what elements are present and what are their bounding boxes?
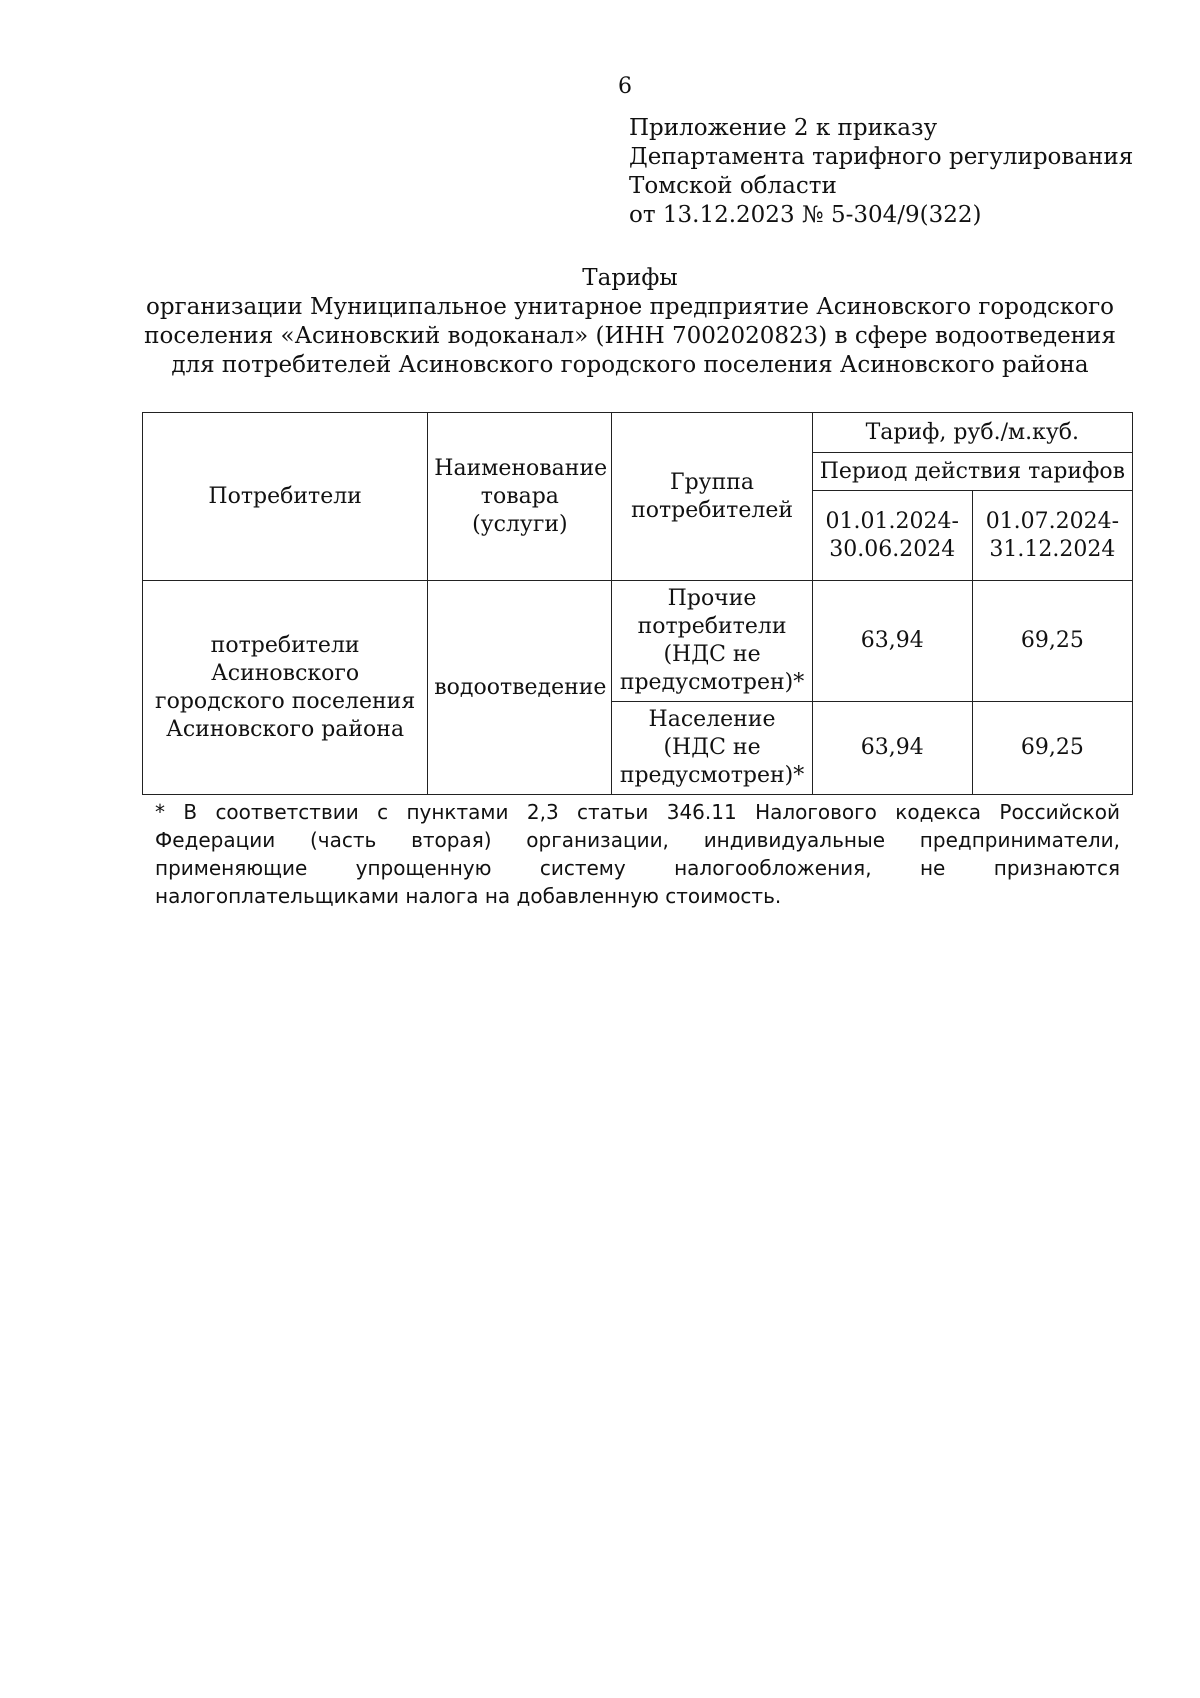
cell-tariff-2: 69,25 [972,581,1132,702]
title-line-1: Тарифы [582,265,678,291]
document-title [130,264,1130,380]
appendix-reference [629,114,1133,230]
cell-service: водоотведение [428,581,612,795]
cell-tariff-1: 63,94 [812,581,972,702]
header-service-name: Наименование товара (услуги) [428,413,612,581]
cell-group: Прочие потребители (НДС не предусмотрен)* [612,581,812,702]
title-line-2: организации Муниципальное унитарное предприятие Асиновского городского [146,294,1114,320]
cell-tariff-2: 69,25 [972,702,1132,795]
appendix-line-2: Департамента тарифного регулирования [629,144,1134,170]
page-number: 6 [618,74,632,99]
header-period-1: 01.01.2024-30.06.2024 [812,491,972,581]
cell-tariff-1: 63,94 [812,702,972,795]
header-period-2: 01.07.2024-31.12.2024 [972,491,1132,581]
footnote: * В соответствии с пунктами 2,3 статьи 346.11 Налогового кодекса Российской Федерации (часть вторая) организации, индивидуальные предприниматели, применяющие упрощенную систему налогообложения, не признаются налогоплательщиками налога на добавленную стоимость. [155,800,1120,908]
title-line-4: для потребителей Асиновского городского поселения Асиновского района [171,352,1089,378]
cell-group: Население (НДС не предусмотрен)* [612,702,812,795]
appendix-line-4: от 13.12.2023 № 5-304/9(322) [629,202,982,228]
table-header-row [143,413,1133,453]
header-tariff: Тариф, руб./м.куб. [812,413,1132,453]
title-line-3: поселения «Асиновский водоканал» (ИНН 7002020823) в сфере водоотведения [144,323,1116,349]
header-consumers: Потребители [143,413,428,581]
appendix-line-3: Томской области [629,173,837,199]
appendix-line-1: Приложение 2 к приказу [629,115,938,141]
cell-consumers: потребители Асиновского городского поселения Асиновского района [143,581,428,795]
header-consumer-group: Группа потребителей [612,413,812,581]
tariff-table [142,412,1133,795]
header-period: Период действия тарифов [812,453,1132,491]
table-row [143,581,1133,702]
